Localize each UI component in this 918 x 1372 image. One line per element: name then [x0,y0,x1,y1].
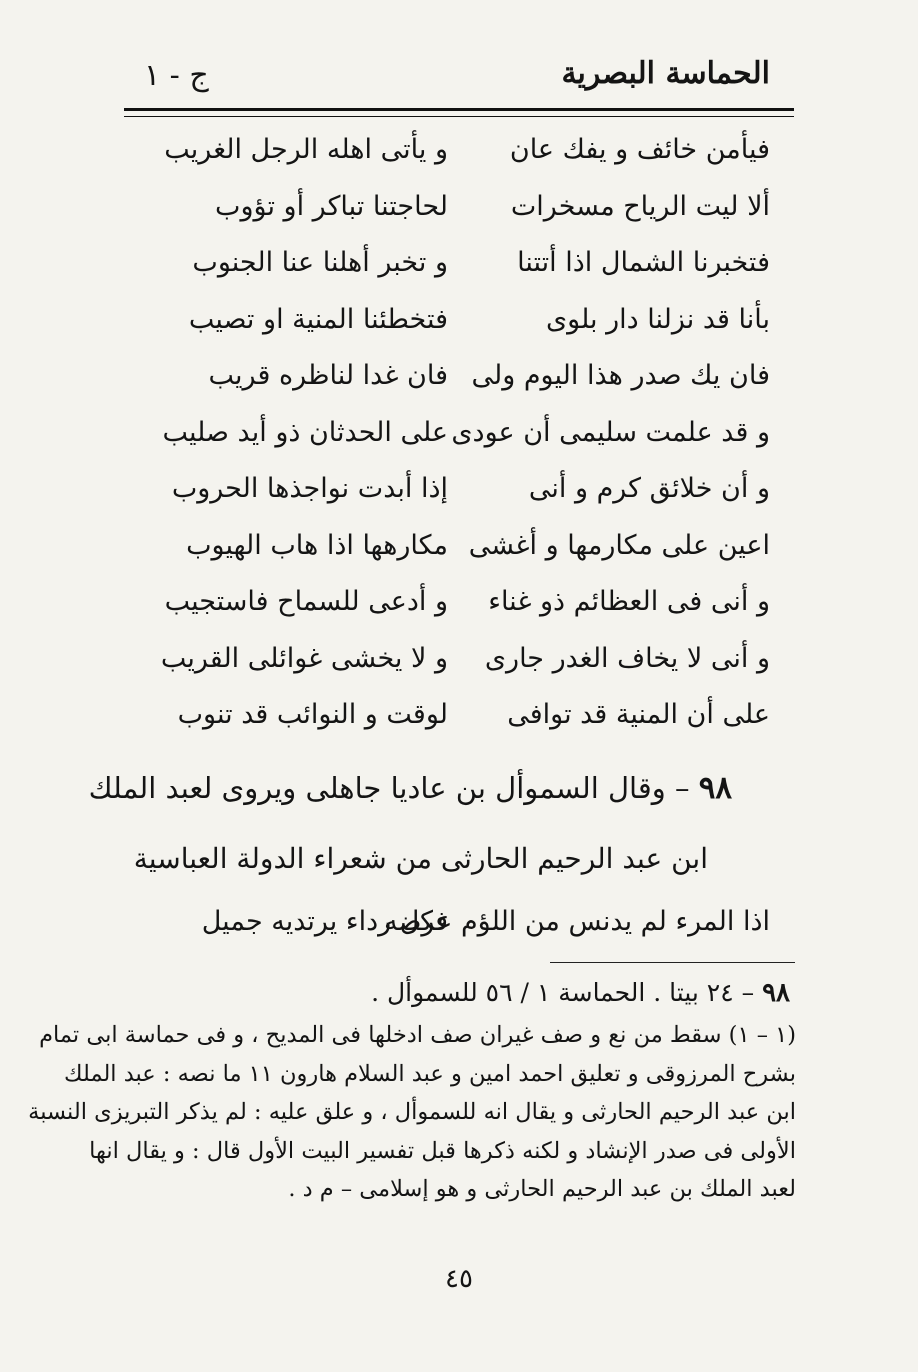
second-hemistich: و لا يخشى غوائلى القريب [160,642,448,674]
verse-line [160,524,770,581]
second-hemistich: و تخبر أهلنا عنا الجنوب [192,247,448,278]
first-hemistich: على أن المنية قد توافى [507,699,770,730]
second-hemistich: على الحدثان ذو أيد صليب [162,416,448,448]
verse-line [160,185,770,242]
second-hemistich: إذا أبدت نواجذها الحروب [171,473,448,504]
page-number: ٤٥ [445,1264,473,1294]
first-hemistich: و أن خلائق كرم و أنى [528,473,770,504]
verse-line [160,241,770,298]
verse-line [160,411,770,468]
footnote-reference-text: – ٢٤ بيتا . الحماسة ١ / ٥٦ للسموأل . [371,978,755,1007]
footnote-separator [550,962,795,963]
footnote-line: بشرح المرزوقى و تعليق احمد امين و عبد السلام هارون ١١ ما نصه : عبد الملك [64,1060,796,1087]
first-hemistich: فيأمن خائف و يفك عان [509,134,770,165]
footnote-reference [371,978,790,1008]
poem-number: ٩٨ [698,770,732,806]
first-hemistich: و أنى لا يخاف الغدر جارى [484,642,770,674]
verse-line [160,580,770,637]
first-hemistich: فتخبرنا الشمال اذا أتتنا [517,247,770,278]
verse-line [160,128,770,185]
poem-heading [89,770,732,806]
verse-line [160,900,770,956]
second-hemistich: و يأتى اهله الرجل الغريب [164,134,448,165]
poem-subheading: ابن عبد الرحيم الحارثى من شعراء الدولة العباسية [133,842,708,875]
first-hemistich: و قد علمت سليمى أن عودى [451,416,770,448]
second-hemistich: فكل رداء يرتديه جميل [201,906,448,937]
verse-line [160,637,770,694]
second-hemistich: مكارهها اذا هاب الهيوب [186,529,448,561]
verse-line [160,467,770,524]
verse-line [160,354,770,411]
footnote-line: الأولى فى صدر الإنشاد و لكنه ذكرها قبل تفسير البيت الأول قال : و يقال انها [89,1137,796,1164]
first-hemistich: فان يك صدر هذا اليوم ولى [471,360,770,391]
verse-line [160,298,770,355]
first-hemistich: اذا المرء لم يدنس من اللؤم عرضه [383,906,770,937]
footnote-body [28,1022,796,1215]
first-hemistich: بأنا قد نزلنا دار بلوى [545,303,770,335]
page-header [130,56,770,100]
running-title: الحماسة البصرية [561,56,770,91]
second-hemistich: لوقت و النوائب قد تنوب [177,699,448,730]
header-rule-thick [124,108,794,111]
footnote-line: ابن عبد الرحيم الحارثى و يقال انه للسموأل ، و علق عليه : لم يذكر التبريزى النسبة [28,1099,796,1125]
verse-line [160,693,770,750]
volume-label: ج - ١ [144,58,209,93]
poem-heading-text: – وقال السموأل بن عاديا جاهلى ويروى لعبد الملك [88,771,690,805]
second-hemistich: و أدعى للسماح فاستجيب [164,586,448,617]
second-hemistich: فان غدا لناظره قريب [208,360,448,391]
first-hemistich: اعين على مكارمها و أغشى [468,529,770,561]
footnote-line: لعبد الملك بن عبد الرحيم الحارثى و هو إسلامى – م د . [288,1176,796,1202]
poem-verses [160,128,770,750]
footnote-number: ٩٨ [762,978,790,1008]
footnote-line: (١ – ١) سقط من نع و صف غيران صف ادخلها فى المديح ، و فى حماسة ابى تمام [39,1022,796,1048]
first-hemistich: ألا ليت الرياح مسخرات [510,190,770,222]
first-hemistich: و أنى فى العظائم ذو غناء [488,586,770,617]
header-rule-thin [124,116,794,117]
second-hemistich: لحاجتنا تباكر أو تؤوب [215,190,448,222]
second-hemistich: فتخطئنا المنية او تصيب [188,303,448,335]
